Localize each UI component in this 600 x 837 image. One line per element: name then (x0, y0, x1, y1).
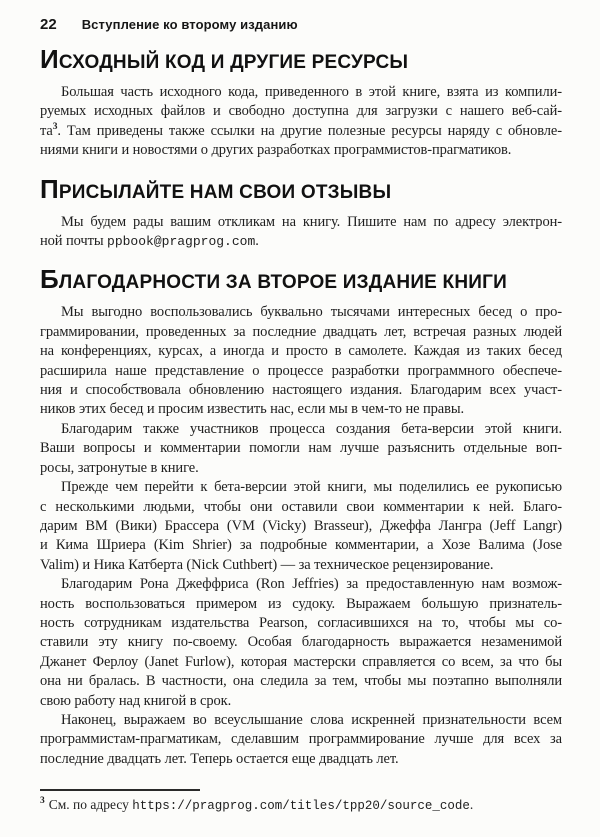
paragraph (40, 303, 562, 419)
text-line: на конференциях, курсах, а иногда и просто в самолете. Каждая из таких бесед (40, 343, 562, 360)
page-body (40, 46, 562, 769)
text-line: Благодарим Рона Джеффриса (Ron Jeffries) за предоставленную нам возмож- (61, 576, 562, 593)
footnote-prefix: См. по адресу (48, 796, 133, 812)
running-header (40, 16, 562, 33)
text-line: ниями книги и новостями о других разработках программистов-прагматиков. (40, 142, 512, 159)
paragraph (40, 478, 562, 575)
text-line: Ваши вопросы и комментарии помогли нам лучше разъяснить отдельные воп- (40, 440, 562, 457)
text-line: последние двадцать лет. Теперь остается еще двадцать лет. (40, 750, 399, 767)
footnote-suffix: . (469, 796, 474, 812)
inline-code: ppbook@pragprog.com (107, 234, 256, 250)
text-line: и Кима Шриера (Kim Shrier) за подробные комментарии, а Хозе Валима (Jose (40, 537, 562, 554)
text-line: ставили эту книгу по-своему. Особая благодарность выражается незаменимой (40, 634, 562, 651)
text-line: Наконец, выражаем во всеуслышание слова искренней признательности всем (61, 711, 562, 728)
footnote-rule (40, 789, 200, 791)
text-line: ния и способствовала обновлению настоящего издания. Благодарим всех участ- (40, 382, 562, 399)
text-line: Джанет Ферлоу (Janet Furlow), которая мастерски справляется со всем, за что бы (40, 653, 562, 670)
page-number: 22 (40, 16, 57, 33)
text-line: ной почты ppbook@pragprog.com. (40, 233, 259, 250)
text-line: Большая часть исходного кода, приведенного в этой книге, взята из компили- (61, 84, 562, 100)
text-line: та$^3$. Там приведены также ссылки на другие полезные ресурсы наряду с обновле- (40, 121, 562, 139)
text-line: ников этих бесед и просим известить нас, если мы в чем-то не правы. (40, 401, 465, 418)
text-line: расширила наше представление о процессе разработки программного обеспече- (40, 362, 562, 379)
text-line: она ни бралась. В частности, она следила за тем, чтобы мы поэтапно выполняли (40, 673, 562, 690)
text-line: ность воспользоваться примером из судоку. Выражаем большую признатель- (40, 595, 562, 612)
section-heading: БЛАГОДАРНОСТИ ЗА ВТОРОЕ ИЗДАНИЕ КНИГИ (40, 264, 507, 295)
text-line: Мы будем рады вашим откликам на книгу. Пишите нам по адресу электрон- (61, 213, 562, 230)
section (40, 266, 562, 769)
footnote-url: https://pragprog.com/titles/tpp20/source_code (132, 798, 470, 813)
text-line: ность сотрудникам издательства Pearson, согласившихся на то, чтобы мы со- (40, 614, 562, 631)
text-line: с несколькими людьми, чтобы они оставили свои комментарии к ней. Благо- (40, 498, 562, 515)
text-line: программистам-прагматикам, сделавшим программирование лучше для всех за (40, 731, 562, 748)
section (40, 46, 562, 161)
paragraph (40, 83, 562, 161)
footnote-ref: 3 (52, 121, 58, 132)
text-line: дарим ВМ (Вики) Брассера (VM (Vicky) Brasseur), Джеффа Лангра (Jeff Langr) (40, 517, 562, 534)
paragraph (40, 420, 562, 478)
footnote (40, 789, 562, 815)
running-title: Вступление ко второму изданию (81, 17, 298, 32)
text-line: росы, затронутые в книге. (40, 459, 199, 476)
text-line: свою работу над книгой в срок. (40, 692, 232, 709)
footnote-text (40, 796, 562, 815)
footnote-marker: 3 (40, 796, 45, 806)
paragraph (40, 575, 562, 711)
text-line: Прежде чем перейти к бета-версии этой книги, мы поделились ее рукописью (61, 479, 562, 496)
text-line: Valim) и Ника Катберта (Nick Cuthbert) — за техническое рецензирование. (40, 556, 494, 573)
section-heading: ИСХОДНЫЙ КОД И ДРУГИЕ РЕСУРСЫ (40, 44, 409, 74)
section (40, 173, 562, 252)
text-line: руемых исходных файлов и свободно доступна для загрузки с нашего веб-сай- (40, 103, 562, 120)
paragraph (40, 711, 562, 769)
section-heading: ПРИСЫЛАЙТЕ НАМ СВОИ ОТЗЫВЫ (40, 173, 392, 204)
text-line: граммировании, проведенных за последние двадцать лет, встречая разных людей (40, 323, 562, 340)
text-line: Благодарим также участников процесса создания бета-версии этой книги. (61, 420, 562, 437)
paragraph (40, 213, 562, 252)
text-line: Мы выгодно воспользовались буквально тысячами интересных бесед о про- (61, 304, 562, 321)
